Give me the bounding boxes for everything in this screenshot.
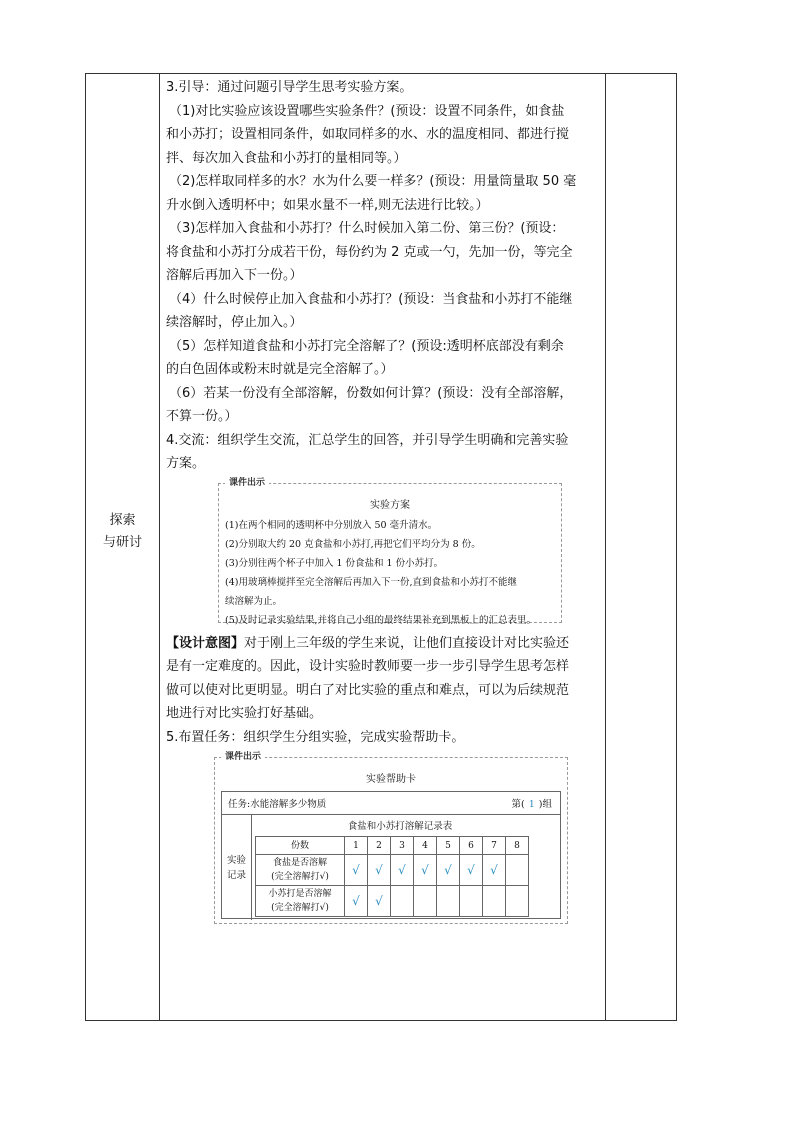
check-cell: √ (460, 855, 483, 886)
row-label-line: (完全溶解打√) (271, 903, 329, 913)
record-main (252, 815, 560, 920)
box-tag: 课件出示 (221, 749, 265, 762)
table-header-row (256, 837, 529, 855)
table-header-cell: 5 (437, 837, 460, 855)
table-row (256, 886, 529, 917)
plan-line: (1)在两个相同的透明杯中分别放入 50 毫升清水。 (225, 519, 438, 531)
table-header-cell: 份数 (256, 837, 345, 855)
column-divider-right (605, 74, 606, 1020)
dissolve-record-table (255, 836, 529, 917)
check-cell: √ (345, 855, 368, 886)
paragraph: 和小苏打；设置相同条件，如取同样多的水、水的温度相同、都进行搅 (166, 127, 570, 142)
group-prefix: 第( (511, 799, 525, 810)
paragraph: 拌、每次加入食盐和小苏打的量相同等。） (166, 150, 407, 166)
lesson-table (85, 73, 677, 1021)
table-header-cell: 6 (460, 837, 483, 855)
row-label-line: (完全溶解打√) (271, 872, 329, 882)
check-cell (506, 886, 529, 917)
check-cell (483, 886, 506, 917)
group-number: 1 (528, 799, 535, 810)
record-label-line: 记录 (226, 869, 246, 881)
plan-line: (2)分别取大约 20 克食盐和小苏打,再把它们平均分为 8 份。 (225, 538, 481, 550)
section-label-line: 探索 (109, 513, 136, 528)
plan-line: (4)用玻璃棒搅拌至完全溶解后再加入下一份,直到食盐和小苏打不能继 (225, 576, 517, 588)
check-cell: √ (368, 886, 391, 917)
box-title: 实验帮助卡 (366, 774, 416, 785)
check-cell: √ (391, 855, 414, 886)
table-header-cell: 3 (391, 837, 414, 855)
design-line: 地进行对比实验打好基础。 (166, 706, 323, 721)
paragraph: 溶解后再加入下一份。） (166, 268, 303, 283)
box-title: 实验方案 (370, 499, 410, 511)
help-card-box (214, 752, 568, 924)
record-label (222, 815, 252, 920)
table-header-cell: 2 (368, 837, 391, 855)
group-suffix: )组 (538, 799, 552, 810)
check-cell (506, 855, 529, 886)
paragraph: 4.交流：组织学生交流，汇总学生的回答，并引导学生明确和完善实验 (166, 432, 569, 448)
paragraph: 续溶解时，停止加入。） (166, 315, 303, 330)
row-label-line: 食盐是否溶解 (272, 858, 327, 868)
paragraph: 方案。 (166, 456, 206, 471)
check-cell: √ (483, 855, 506, 886)
content-cell (166, 76, 598, 924)
experiment-plan-box (218, 477, 562, 626)
row-label-line: 小苏打是否溶解 (268, 889, 332, 899)
paragraph: 的白色固体或粉末时就是完全溶解了。） (166, 362, 394, 377)
column-divider-left (159, 74, 160, 1020)
table-row (256, 855, 529, 886)
paragraph: （4）什么时候停止加入食盐和小苏打？(预设：当食盐和小苏打不能继 (169, 291, 573, 307)
plan-line: (3)分别往两个杯子中加入 1 份食盐和 1 份小苏打。 (225, 557, 444, 569)
table-header-cell: 8 (506, 837, 529, 855)
box-tag: 课件出示 (225, 475, 269, 488)
paragraph: 将食盐和小苏打分成若干份，每份约为 2 克或一勺，先加一份，等完全 (166, 244, 573, 260)
task-text: 任务:水能溶解多少物质 (228, 799, 327, 810)
design-line: 【设计意图】对于刚上三年级的学生来说，让他们直接设计对比实验还 (166, 635, 570, 651)
paragraph: 3.引导：通过问题引导学生思考实验方案。 (166, 80, 413, 95)
table-header-cell: 1 (345, 837, 368, 855)
table-header-cell: 4 (414, 837, 437, 855)
help-card (221, 791, 561, 919)
plan-line: 续溶解为止。 (225, 595, 283, 607)
table-title: 食盐和小苏打溶解记录表 (347, 821, 453, 832)
paragraph: （6）若某一份没有全部溶解，份数如何计算？(预设：没有全部溶解， (169, 385, 573, 401)
section-label (86, 510, 159, 554)
group-label (512, 796, 552, 810)
design-intent-label: 【设计意图】 (166, 635, 245, 651)
check-cell: √ (345, 886, 368, 917)
design-line: 是有一定难度的。因此，设计实验时教师要一步一步引导学生思考怎样 (166, 659, 570, 674)
check-cell (460, 886, 483, 917)
check-cell: √ (437, 855, 460, 886)
plan-line: (5)及时记录实验结果,并将自己小组的最终结果补充到黑板上的汇总表里。 (225, 614, 536, 626)
check-cell (437, 886, 460, 917)
section-label-line: 与研讨 (102, 535, 142, 550)
record-label-line: 实验 (226, 854, 246, 866)
row-label (256, 855, 345, 886)
row-label (256, 886, 345, 917)
check-cell (414, 886, 437, 917)
paragraph: 不算一份。） (166, 409, 238, 424)
check-cell: √ (368, 855, 391, 886)
design-line: 做可以使对比更明显。明白了对比实验的重点和难点，可以为后续规范 (166, 682, 570, 698)
paragraph: （5）怎样知道食盐和小苏打完全溶解了？(预设:透明杯底部没有剩余 (169, 338, 564, 354)
check-cell: √ (414, 855, 437, 886)
table-header-cell: 7 (483, 837, 506, 855)
paragraph: （2)怎样取同样多的水？水为什么要一样多？(预设：用量筒量取 50 毫 (169, 174, 577, 189)
paragraph: （3)怎样加入食盐和小苏打？什么时候加入第二份、第三份？(预设： (169, 221, 565, 236)
task-paragraph: 5.布置任务：组织学生分组实验，完成实验帮助卡。 (166, 729, 465, 745)
design-intent (166, 632, 598, 656)
paragraph: （1)对比实验应该设置哪些实验条件？(预设：设置不同条件，如食盐 (169, 103, 565, 119)
task-row (222, 792, 560, 815)
paragraph: 升水倒入透明杯中；如果水量不一样,则无法进行比较。） (166, 197, 489, 213)
record-area (222, 815, 560, 920)
check-cell (391, 886, 414, 917)
